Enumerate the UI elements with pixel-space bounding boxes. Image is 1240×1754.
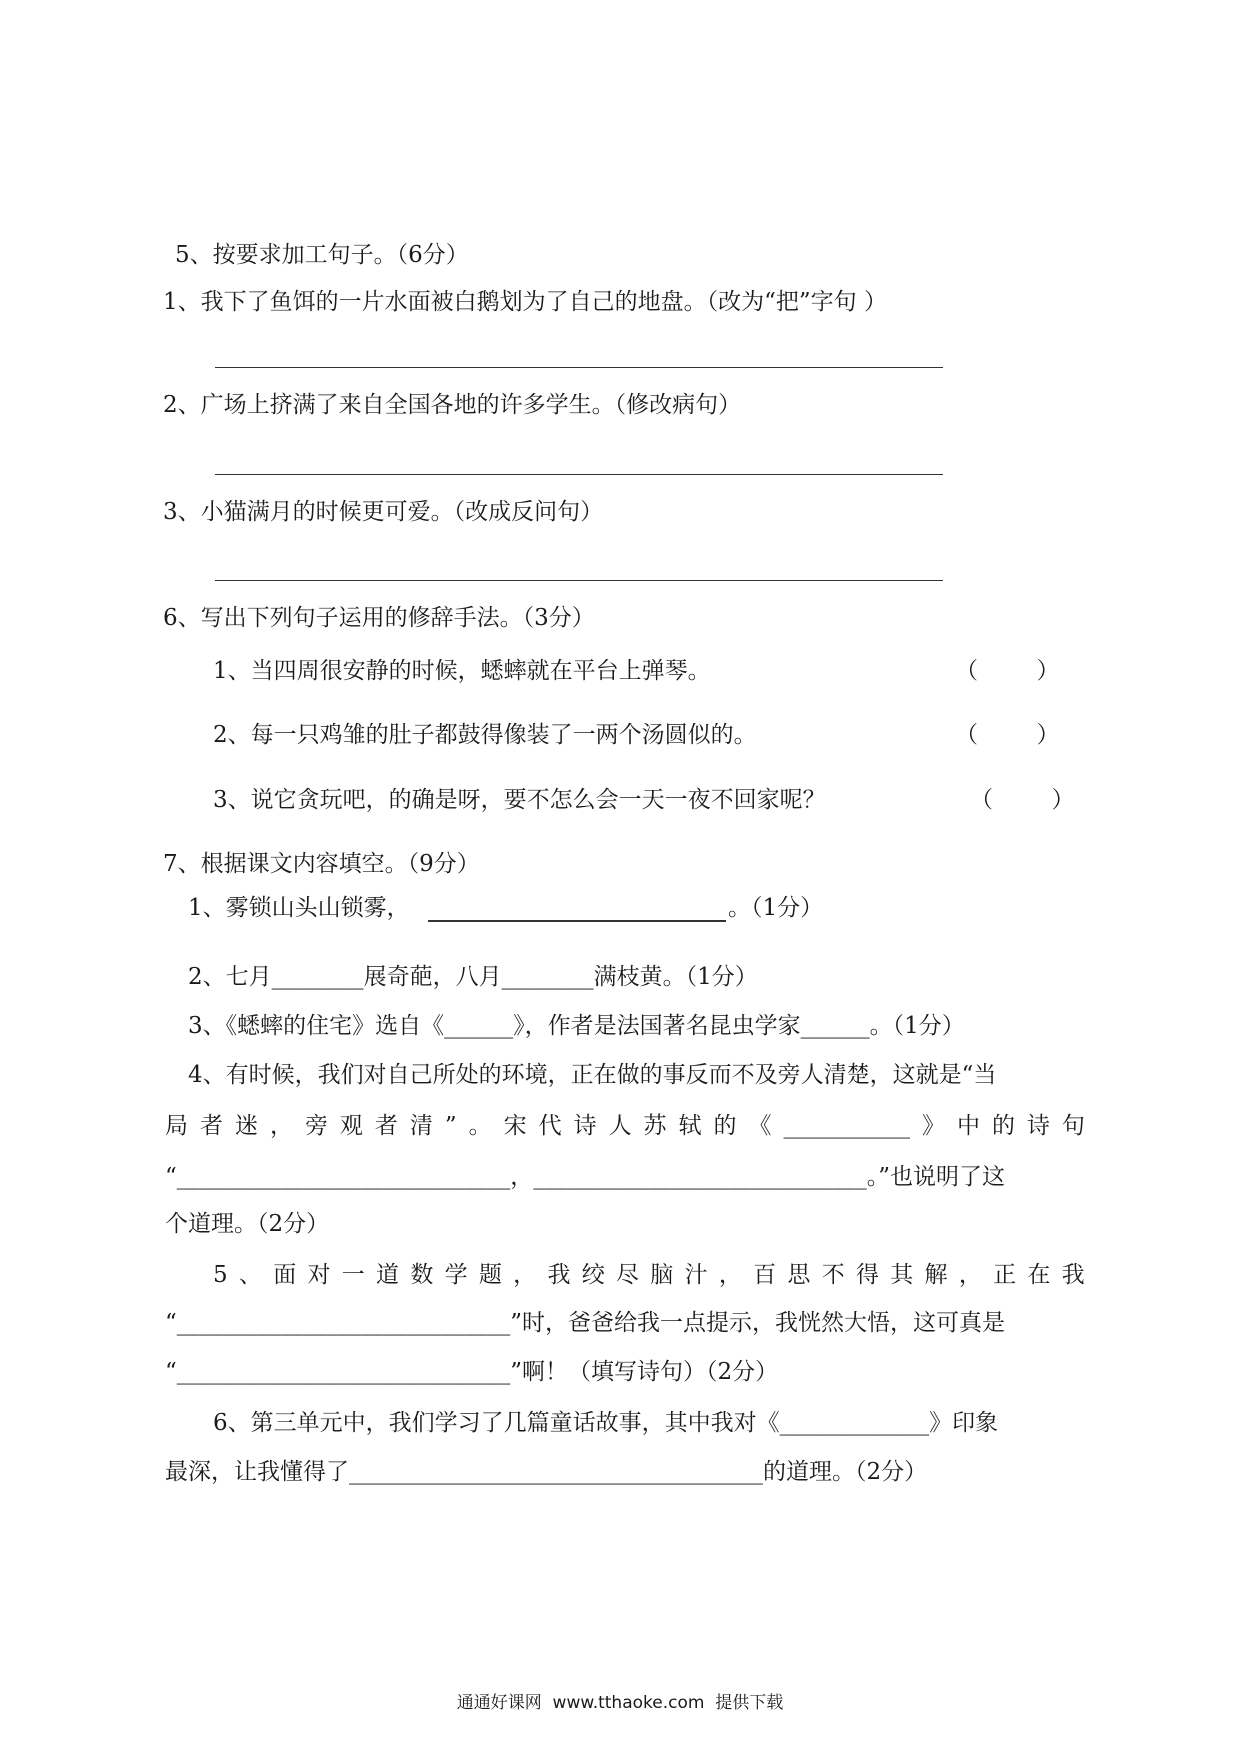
section-5-question-3: 3、小猫满月的时候更可爱。（改成反问句）	[163, 499, 604, 525]
answer-line-5-3[interactable]	[215, 580, 943, 581]
q4-line-2-char: 《	[748, 1113, 772, 1139]
q5-line-1-char: 其	[890, 1262, 914, 1288]
section-7-q2: 2、七月________展奇葩，八月________满枝黄。（1分）	[188, 964, 758, 990]
q4-line-2-char: 的	[713, 1113, 737, 1139]
page-footer: 通通好课网 www.tthaoke.com 提供下载	[456, 1693, 784, 1713]
section-7-q5-line-2: “_____________________________”时，爸爸给我一点提示，我恍然大悟，这可真是	[165, 1310, 1006, 1336]
section-7-q6-line-2: 最深，让我懂得了____________________________________的道理。（2分）	[165, 1459, 928, 1485]
q5-line-1-char: 在	[1027, 1262, 1051, 1288]
section-6-title: 6、写出下列句子运用的修辞手法。（3分）	[163, 605, 595, 631]
section-7-q1-start: 1、雾锁山头山锁雾，	[188, 895, 410, 921]
q4-line-2-char: 者	[374, 1113, 398, 1139]
q4-line-2-char: 清	[409, 1113, 433, 1139]
q5-line-1-char: 尽	[616, 1262, 640, 1288]
section-7-title: 7、根据课文内容填空。（9分）	[163, 851, 480, 877]
section-6-item-2: 2、每一只鸡雏的肚子都鼓得像装了一两个汤圆似的。	[213, 722, 757, 748]
q5-line-1-char: 道	[376, 1262, 400, 1288]
q5-line-1-char: 数	[410, 1262, 434, 1288]
q4-line-2-char: 。	[468, 1113, 492, 1139]
section-6-item-1-answer[interactable]: （ ）	[955, 658, 1060, 684]
q4-line-2-char: 者	[199, 1113, 223, 1139]
answer-line-5-2[interactable]	[215, 474, 943, 475]
q5-line-1-char: 题	[478, 1262, 502, 1288]
q4-line-2-char: 诗	[1026, 1113, 1050, 1139]
q4-line-2-char: 的	[991, 1113, 1015, 1139]
section-7-q4-line-2	[165, 1111, 1085, 1141]
section-7-q4-line-4: 个道理。（2分）	[165, 1211, 330, 1237]
section-6-item-1: 1、当四周很安静的时候，蟋蟀就在平台上弹琴。	[213, 658, 711, 684]
section-7-q4-line-3: “_____________________________，_____________________________。”也说明了这	[165, 1164, 1006, 1190]
q5-line-1-char: 我	[1061, 1262, 1085, 1288]
q4-line-2-char: 苏	[643, 1113, 667, 1139]
q4-line-2-char: 》	[921, 1113, 945, 1139]
q5-line-1-char: 得	[855, 1262, 879, 1288]
q5-line-1-char: 我	[547, 1262, 571, 1288]
q4-line-2-char: 句	[1061, 1113, 1085, 1139]
q4-line-2-char: 旁	[304, 1113, 328, 1139]
q5-line-1-char: ，	[958, 1262, 982, 1288]
q4-line-2-char: 人	[608, 1113, 632, 1139]
q5-line-1-char: 思	[787, 1262, 811, 1288]
q5-line-1-char: 绞	[581, 1262, 605, 1288]
q5-line-1-char: 面	[273, 1262, 297, 1288]
q4-line-2-char: 迷	[234, 1113, 258, 1139]
section-6-item-3: 3、说它贪玩吧，的确是呀，要不怎么会一天一夜不回家呢？	[213, 787, 826, 813]
section-6-item-2-answer[interactable]: （ ）	[955, 722, 1060, 748]
q4-line-2-char: 代	[538, 1113, 562, 1139]
section-5-title: 5、按要求加工句子。（6分）	[175, 242, 469, 268]
q5-line-1-char: 对	[307, 1262, 331, 1288]
q5-line-1-char: ，	[718, 1262, 742, 1288]
q4-line-2-char: ，	[269, 1113, 293, 1139]
section-7-q6-line-1: 6、第三单元中，我们学习了几篇童话故事，其中我对《_____________》印象	[213, 1410, 999, 1436]
q4-line-2-char: 局	[165, 1113, 188, 1139]
section-7-q5-line-3: “_____________________________”啊！（填写诗句）（2分）	[165, 1359, 779, 1385]
section-6-item-3-answer[interactable]: （ ）	[970, 787, 1075, 813]
q5-line-1-char: 一	[341, 1262, 365, 1288]
q4-line-2-char: 轼	[678, 1113, 702, 1139]
q5-line-1-char: 学	[444, 1262, 468, 1288]
q4-line-2-char[interactable]: ___________	[783, 1113, 910, 1139]
q5-line-1-char: 、	[238, 1262, 262, 1288]
section-7-q4-line-1: 4、有时候，我们对自己所处的环境，正在做的事反而不及旁人清楚，这就是“当	[188, 1062, 997, 1088]
answer-line-7-1[interactable]	[428, 920, 726, 922]
answer-line-5-1[interactable]	[215, 367, 943, 368]
section-7-q1-end: 。（1分）	[728, 895, 824, 921]
q5-line-1-char: 百	[753, 1262, 777, 1288]
q4-line-2-char: ”	[444, 1113, 457, 1139]
q5-line-1-char: 不	[821, 1262, 845, 1288]
q4-line-2-char: 宋	[503, 1113, 527, 1139]
q4-line-2-char: 观	[339, 1113, 363, 1139]
section-5-question-2: 2、广场上挤满了来自全国各地的许多学生。（修改病句）	[163, 392, 742, 418]
section-7-q5-line-1	[213, 1260, 1085, 1290]
q5-line-1-char: 汁	[684, 1262, 708, 1288]
section-7-q3: 3、《蟋蟀的住宅》选自《______》，作者是法国著名昆虫学家______。（1分）	[188, 1013, 965, 1039]
q4-line-2-char: 诗	[573, 1113, 597, 1139]
q5-line-1-char: ，	[513, 1262, 537, 1288]
section-5-question-1: 1、我下了鱼饵的一片水面被白鹅划为了自己的地盘。（改为“把”字句 ）	[163, 289, 887, 315]
q5-line-1-char: 5	[213, 1262, 228, 1288]
q5-line-1-char: 正	[993, 1262, 1017, 1288]
q5-line-1-char: 脑	[650, 1262, 674, 1288]
q5-line-1-char: 解	[924, 1262, 948, 1288]
q4-line-2-char: 中	[956, 1113, 980, 1139]
